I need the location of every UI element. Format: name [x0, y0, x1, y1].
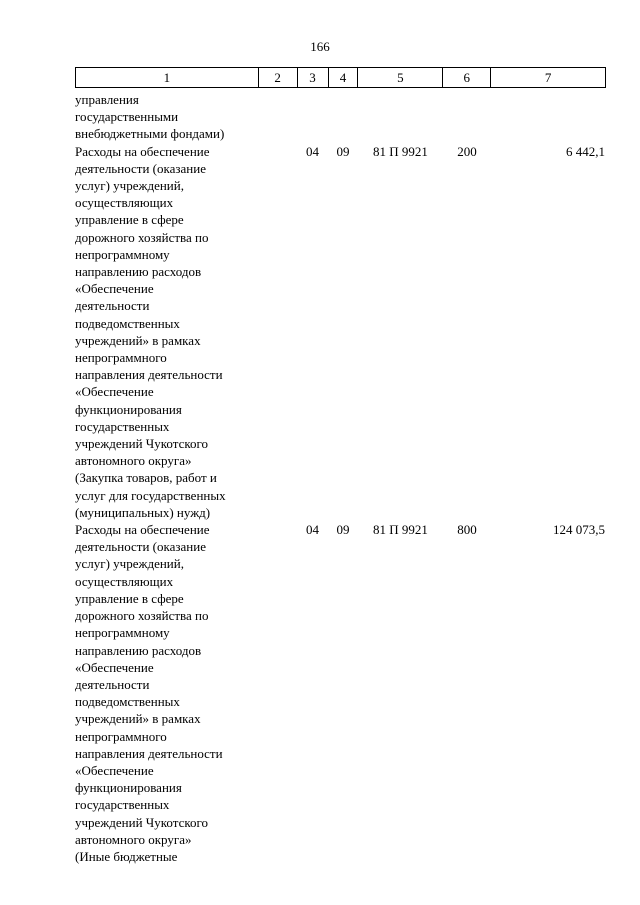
row-col-7: [491, 91, 606, 143]
header-col-1: 1: [76, 68, 259, 87]
row-description: управления государственными внебюджетными фондами): [75, 92, 225, 142]
header-col-7: 7: [491, 68, 606, 87]
row-col-2: [258, 91, 297, 143]
table-row: [75, 521, 606, 865]
row-col-5: 81 П 9921: [373, 522, 428, 538]
row-col-6: 200: [457, 143, 477, 159]
row-col-3: [297, 91, 328, 143]
row-col-4: 09: [336, 143, 350, 159]
row-col-7: 124 073,5: [553, 522, 605, 538]
table-body: [75, 91, 606, 865]
row-col-4: 09: [336, 522, 350, 538]
header-col-5: 5: [358, 68, 443, 87]
row-col-5: 81 П 9921: [373, 143, 428, 159]
header-col-6: 6: [443, 68, 491, 87]
row-col-6: [443, 91, 491, 143]
row-description: Расходы на обеспечение деятельности (оказание услуг) учреждений, осуществляющих управление в сфере дорожного хозяйства по непрограммному направлению расходов «Обеспечение деятельности подведомственных учреждений» в рамках непрограммного направления деятельности «Обеспечение функционирования государственных учреждений Чукотского автономного округа» (Закупка товаров, работ и услуг для государственных (муниципальных) нужд): [75, 143, 226, 520]
row-col-7: 6 442,1: [566, 143, 605, 159]
row-col-3: 04: [306, 143, 319, 159]
row-col-2: [258, 143, 297, 521]
row-col-4: [328, 91, 358, 143]
page-number: 166: [310, 39, 330, 54]
row-col-6: 800: [457, 522, 477, 538]
row-col-2: [258, 521, 297, 865]
table-row: [75, 91, 606, 143]
table-row: [75, 143, 606, 521]
table-header-row: [75, 67, 606, 88]
header-col-4: 4: [329, 68, 359, 87]
row-col-5: [358, 91, 443, 143]
row-description: Расходы на обеспечение деятельности (оказание услуг) учреждений, осуществляющих управление в сфере дорожного хозяйства по непрограммному направлению расходов «Обеспечение деятельности подведомственных учреждений» в рамках непрограммного направления деятельности «Обеспечение функционирования государственных учреждений Чукотского автономного округа» (Иные бюджетные: [75, 522, 223, 864]
row-col-3: 04: [306, 522, 319, 538]
header-col-2: 2: [259, 68, 298, 87]
header-col-3: 3: [298, 68, 329, 87]
